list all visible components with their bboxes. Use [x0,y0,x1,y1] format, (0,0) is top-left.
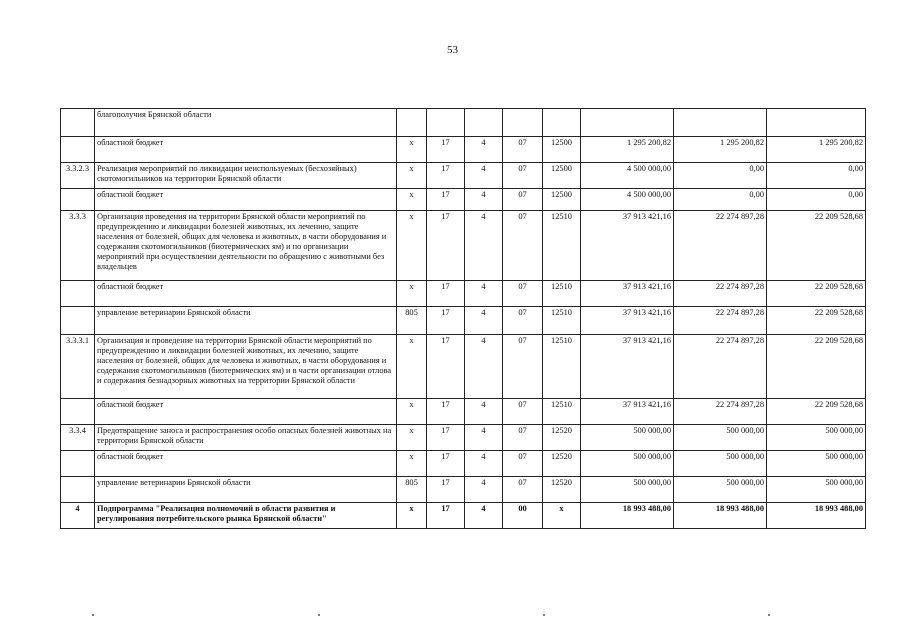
row-target: x [543,503,581,529]
row-value-1: 500 000,00 [581,477,674,503]
row-name: областной бюджет [95,281,397,307]
row-g2: 4 [465,281,503,307]
row-g3: 07 [503,189,543,211]
row-g3: 07 [503,281,543,307]
row-name: Реализация мероприятий по ликвидации неиспользуемых (бесхозяйных) скотомогильников на территории Брянской области [95,163,397,189]
row-name: областной бюджет [95,189,397,211]
row-code [61,137,95,163]
scan-marks [0,614,905,620]
row-adm: 805 [397,307,427,335]
table-row [61,335,866,399]
row-value-3 [767,109,866,137]
table-row [61,189,866,211]
row-target: 12510 [543,281,581,307]
row-value-2: 500 000,00 [674,425,767,451]
row-value-1: 500 000,00 [581,425,674,451]
row-name: Подпрограмма "Реализация полномочий в области развития и регулирования потребительского рынка Брянской области" [95,503,397,529]
row-value-2: 22 274 897,28 [674,281,767,307]
row-target: 12510 [543,335,581,399]
row-value-2: 22 274 897,28 [674,399,767,425]
row-value-3: 22 209 528,68 [767,399,866,425]
row-target: 12500 [543,163,581,189]
row-g2: 4 [465,163,503,189]
row-g2: 4 [465,335,503,399]
row-value-1 [581,109,674,137]
scan-mark [92,614,94,616]
row-value-3: 22 209 528,68 [767,211,866,281]
row-g2: 4 [465,399,503,425]
row-name: управление ветеринарии Брянской области [95,477,397,503]
row-g1: 17 [427,477,465,503]
scan-mark [768,614,770,616]
table-row [61,477,866,503]
row-value-2: 18 993 488,00 [674,503,767,529]
row-g3: 07 [503,425,543,451]
table-row [61,211,866,281]
row-value-2: 1 295 200,82 [674,137,767,163]
scan-mark [543,614,545,616]
row-g1: 17 [427,281,465,307]
row-g1: 17 [427,451,465,477]
row-value-1: 37 913 421,16 [581,399,674,425]
table-row [61,307,866,335]
row-g3: 07 [503,137,543,163]
row-g2: 4 [465,503,503,529]
row-value-1: 37 913 421,16 [581,307,674,335]
row-adm: x [397,281,427,307]
row-adm: x [397,503,427,529]
row-g1: 17 [427,137,465,163]
row-adm: x [397,189,427,211]
row-value-3: 0,00 [767,163,866,189]
row-value-2: 0,00 [674,163,767,189]
row-adm: x [397,425,427,451]
row-value-1: 1 295 200,82 [581,137,674,163]
row-name: Организация и проведение на территории Брянской области мероприятий по предупреждению и ликвидации болезней животных, их лечению, защите населения от болезней, общих для человека и животных, в части оборудования и содержания скотомогильников (биотермических ям) и в части организации отлова и содержания безнадзорных животных на территории Брянской области [95,335,397,399]
row-g1 [427,109,465,137]
row-code: 3.3.2.3 [61,163,95,189]
row-target: 12520 [543,477,581,503]
row-g3: 07 [503,307,543,335]
row-target: 12520 [543,451,581,477]
row-target: 12500 [543,189,581,211]
budget-table [60,108,866,529]
row-g3: 07 [503,211,543,281]
row-value-1: 4 500 000,00 [581,189,674,211]
row-value-2 [674,109,767,137]
row-value-3: 22 209 528,68 [767,281,866,307]
row-code: 3.3.3 [61,211,95,281]
row-value-1: 37 913 421,16 [581,335,674,399]
row-value-1: 18 993 488,00 [581,503,674,529]
row-g3: 07 [503,335,543,399]
row-code: 3.3.4 [61,425,95,451]
row-g1: 17 [427,335,465,399]
table-row [61,399,866,425]
row-value-2: 0,00 [674,189,767,211]
row-g2: 4 [465,307,503,335]
row-value-3: 500 000,00 [767,477,866,503]
row-g2: 4 [465,451,503,477]
row-value-3: 500 000,00 [767,451,866,477]
row-target: 12520 [543,425,581,451]
row-name: областной бюджет [95,399,397,425]
row-code: 4 [61,503,95,529]
row-name: управление ветеринарии Брянской области [95,307,397,335]
row-value-3: 22 209 528,68 [767,335,866,399]
row-target: 12510 [543,307,581,335]
row-g2: 4 [465,477,503,503]
row-value-3: 500 000,00 [767,425,866,451]
row-name: Предотвращение заноса и распространения особо опасных болезней животных на территории Брянской области [95,425,397,451]
row-value-2: 22 274 897,28 [674,307,767,335]
table-row [61,137,866,163]
row-value-2: 500 000,00 [674,477,767,503]
row-value-1: 4 500 000,00 [581,163,674,189]
row-g1: 17 [427,163,465,189]
row-adm: x [397,137,427,163]
row-g2 [465,109,503,137]
row-value-3: 22 209 528,68 [767,307,866,335]
row-g2: 4 [465,425,503,451]
row-code [61,281,95,307]
row-adm: x [397,399,427,425]
row-value-2: 500 000,00 [674,451,767,477]
row-value-2: 22 274 897,28 [674,211,767,281]
table-row [61,425,866,451]
row-name: благополучия Брянской области [95,109,397,137]
row-target [543,109,581,137]
table-row [61,281,866,307]
row-adm [397,109,427,137]
row-adm: x [397,163,427,189]
row-g3: 07 [503,399,543,425]
row-code [61,307,95,335]
row-adm: x [397,335,427,399]
row-code [61,109,95,137]
row-g2: 4 [465,137,503,163]
row-g1: 17 [427,307,465,335]
row-code [61,451,95,477]
row-code [61,399,95,425]
row-g3 [503,109,543,137]
page-number: 53 [447,44,458,56]
table-row [61,109,866,137]
row-g1: 17 [427,189,465,211]
row-value-2: 22 274 897,28 [674,335,767,399]
row-code [61,189,95,211]
row-g1: 17 [427,425,465,451]
table-row [61,503,866,529]
row-g3: 07 [503,477,543,503]
row-g1: 17 [427,503,465,529]
row-g3: 00 [503,503,543,529]
row-name: Организация проведения на территории Брянской области мероприятий по предупреждению и ликвидации болезней животных, их лечению, защите населения от болезней, общих для человека и животных, в части оборудования и содержания скотомогильников (биотермических ям) и по организации мероприятий при осуществлении деятельности по обращению с животными без владельцев [95,211,397,281]
row-value-1: 37 913 421,16 [581,281,674,307]
row-g2: 4 [465,189,503,211]
row-g1: 17 [427,211,465,281]
row-name: областной бюджет [95,137,397,163]
row-target: 12510 [543,211,581,281]
row-value-1: 37 913 421,16 [581,211,674,281]
row-target: 12500 [543,137,581,163]
row-value-1: 500 000,00 [581,451,674,477]
row-target: 12510 [543,399,581,425]
row-code [61,477,95,503]
row-adm: x [397,211,427,281]
row-code: 3.3.3.1 [61,335,95,399]
row-adm: 805 [397,477,427,503]
row-g3: 07 [503,451,543,477]
row-name: областной бюджет [95,451,397,477]
scan-mark [318,614,320,616]
table-row [61,163,866,189]
row-g2: 4 [465,211,503,281]
row-value-3: 0,00 [767,189,866,211]
row-value-3: 18 993 488,00 [767,503,866,529]
row-g3: 07 [503,163,543,189]
row-adm: x [397,451,427,477]
table-row [61,451,866,477]
row-g1: 17 [427,399,465,425]
row-value-3: 1 295 200,82 [767,137,866,163]
